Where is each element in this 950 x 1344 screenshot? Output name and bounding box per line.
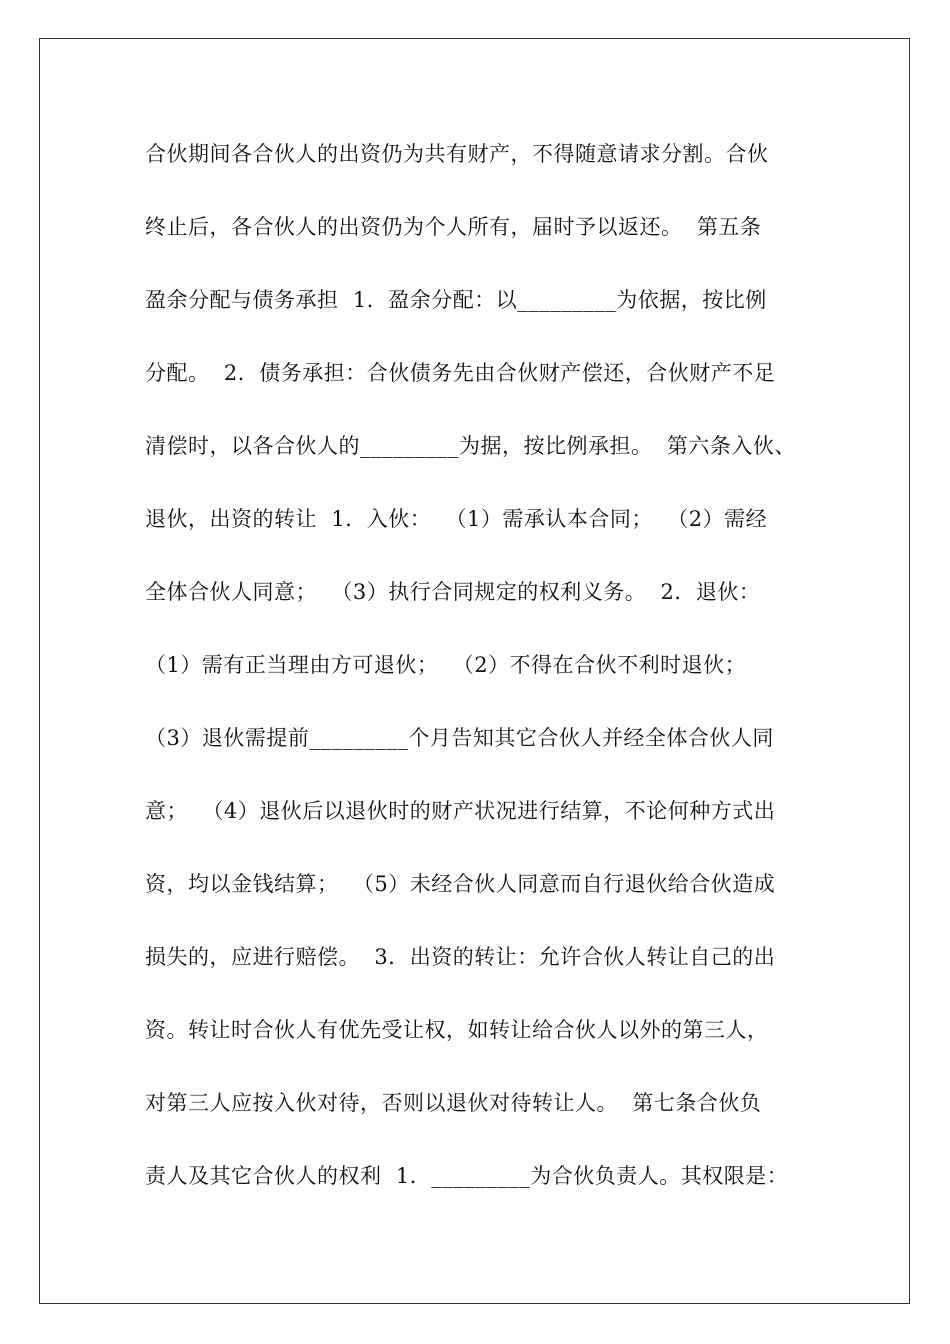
text-line: 损失的，应进行赔偿。 3．出资的转让：允许合伙人转让自己的出 bbox=[145, 945, 776, 969]
text-line: 盈余分配与债务承担 1．盈余分配：以_________为依据，按比例 bbox=[145, 288, 767, 312]
text-line: （1）需有正当理由方可退伙； （2）不得在合伙不利时退伙； bbox=[145, 653, 747, 677]
text-line: 清偿时，以各合伙人的_________为据，按比例承担。 第六条入伙、 bbox=[145, 434, 796, 458]
text-line: 退伙，出资的转让 1．入伙： （1）需承认本合同； （2）需经 bbox=[145, 507, 768, 531]
text-line: 责人及其它合伙人的权利 1．_________为合伙负责人。其权限是： bbox=[145, 1164, 789, 1188]
text-line: （3）退伙需提前_________个月告知其它合伙人并经全体合伙人同 bbox=[145, 726, 774, 750]
text-line: 全体合伙人同意； （3）执行合同规定的权利义务。 2．退伙： bbox=[145, 580, 761, 604]
text-line: 意； （4）退伙后以退伙时的财产状况进行结算，不论何种方式出 bbox=[145, 799, 776, 823]
text-line: 合伙期间各合伙人的出资仍为共有财产，不得随意请求分割。合伙 bbox=[145, 142, 769, 166]
text-line: 分配。 2．债务承担：合伙债务先由合伙财产偿还，合伙财产不足 bbox=[145, 361, 776, 385]
text-line: 终止后，各合伙人的出资仍为个人所有，届时予以返还。 第五条 bbox=[145, 215, 762, 239]
text-line: 对第三人应按入伙对待，否则以退伙对待转让人。 第七条合伙负 bbox=[145, 1091, 762, 1115]
text-line: 资，均以金钱结算； （5）未经合伙人同意而自行退伙给合伙造成 bbox=[145, 872, 776, 896]
text-line: 资。转让时合伙人有优先受让权，如转让给合伙人以外的第三人， bbox=[145, 1018, 769, 1042]
